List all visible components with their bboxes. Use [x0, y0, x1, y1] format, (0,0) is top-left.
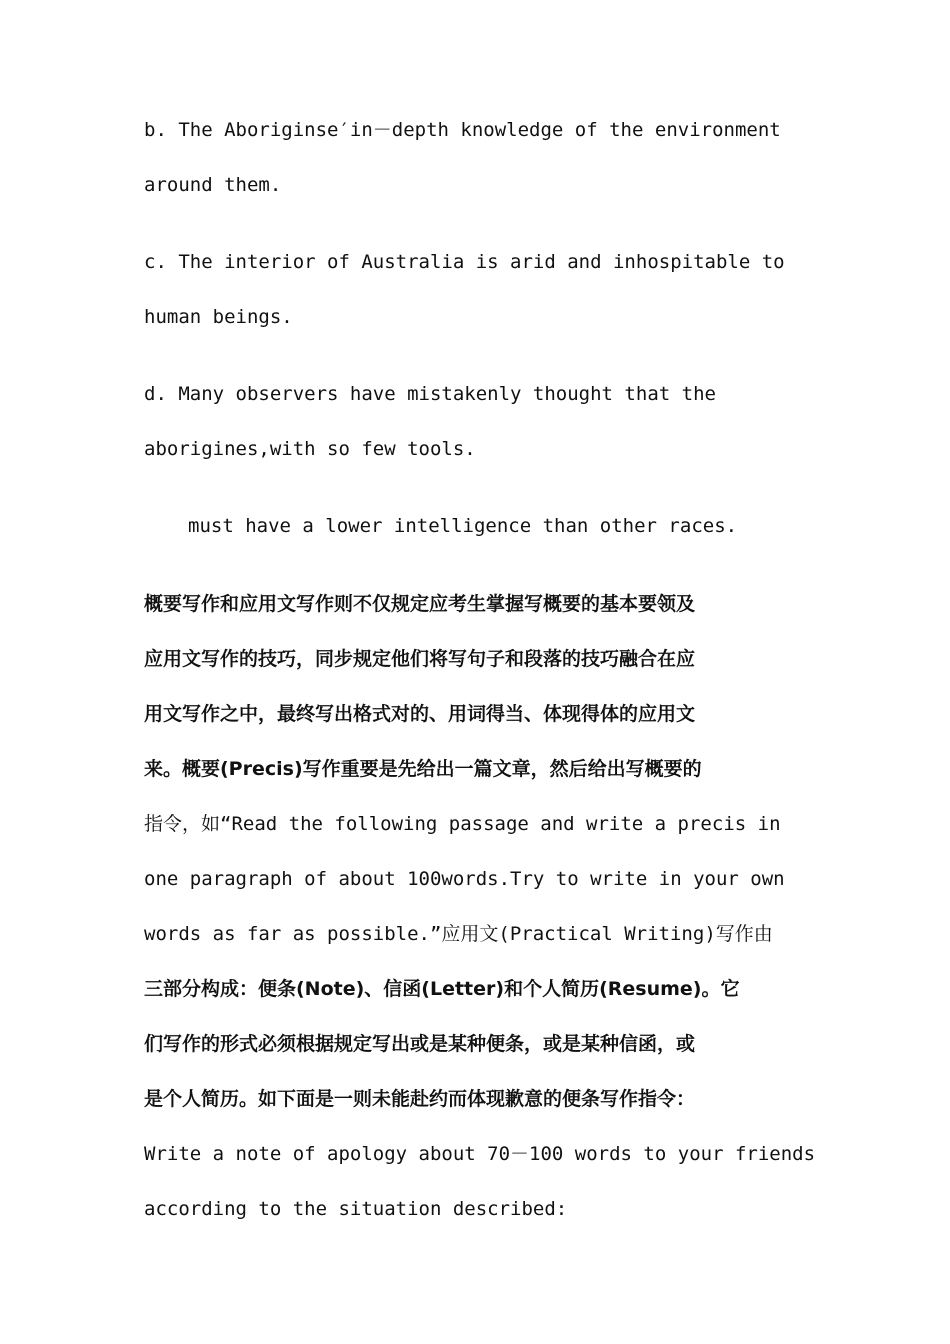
body-line-11: Write a note of apology about 70－100 words to your friends [144, 1143, 816, 1165]
body-line-6: one paragraph of about 100words.Try to write in your own [144, 868, 785, 890]
option-c-line-2: human beings. [144, 306, 293, 328]
body-line-7: words as far as possible.”应用文(Practical Writing)写作由 [144, 923, 773, 945]
body-line-1: 概要写作和应用文写作则不仅规定应考生掌握写概要的基本要领及 [144, 593, 696, 615]
body-line-8: 三部分构成：便条(Note)、信函(Letter)和个人简历(Resume)。它 [144, 978, 740, 1000]
option-d-line-1: d. Many observers have mistakenly thought that the [144, 383, 716, 405]
option-b-line-1: b. The Aboriginse′in－depth knowledge of the environment [144, 119, 781, 141]
body-line-2: 应用文写作的技巧，同步规定他们将写句子和段落的技巧融合在应 [144, 648, 696, 670]
body-line-3: 用文写作之中，最终写出格式对的、用词得当、体现得体的应用文 [144, 703, 696, 725]
body-line-4: 来。概要(Precis)写作重要是先给出一篇文章，然后给出写概要的 [144, 758, 702, 780]
body-line-9: 们写作的形式必须根据规定写出或是某种便条，或是某种信函，或 [144, 1033, 696, 1055]
option-d-continuation: must have a lower intelligence than other races. [188, 515, 738, 537]
option-d-line-2: aborigines,with so few tools. [144, 438, 476, 460]
body-line-5: 指令，如“Read the following passage and write a precis in [144, 813, 781, 835]
body-line-10: 是个人简历。如下面是一则未能赴约而体现歉意的便条写作指令： [144, 1088, 696, 1110]
body-line-12: according to the situation described: [144, 1198, 568, 1220]
option-c-line-1: c. The interior of Australia is arid and inhospitable to [144, 251, 785, 273]
option-b-line-2: around them. [144, 174, 282, 196]
